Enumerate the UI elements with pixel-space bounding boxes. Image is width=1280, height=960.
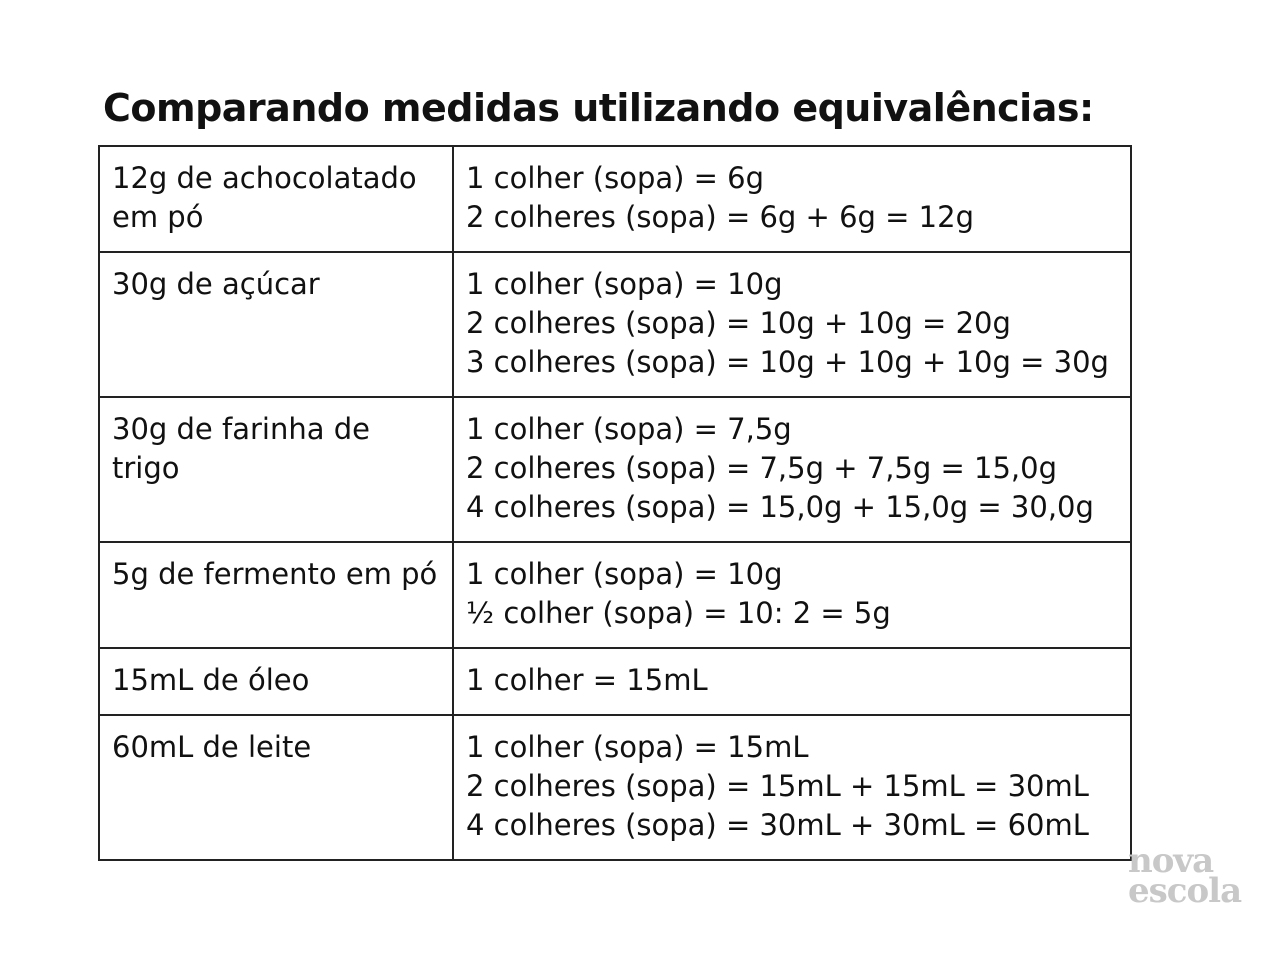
equivalence-cell bbox=[453, 542, 1131, 648]
equivalence-line: ½ colher (sopa) = 10: 2 = 5g bbox=[466, 596, 891, 630]
equivalence-line: 3 colheres (sopa) = 10g + 10g + 10g = 30g bbox=[466, 345, 1109, 379]
logo-line-1: nova bbox=[1128, 841, 1214, 881]
equivalence-line: 2 colheres (sopa) = 15mL + 15mL = 30mL bbox=[466, 769, 1089, 803]
table-row bbox=[99, 715, 1131, 860]
nova-escola-logo bbox=[1128, 841, 1242, 911]
ingredient-cell: 15mL de óleo bbox=[99, 648, 453, 715]
equivalence-cell bbox=[453, 397, 1131, 542]
measures-table bbox=[98, 145, 1132, 861]
equivalence-line: 1 colher (sopa) = 10g bbox=[466, 557, 783, 591]
table-row bbox=[99, 146, 1131, 252]
ingredient-cell: 12g de achocolatado em pó bbox=[99, 146, 453, 252]
logo-line-2: escola bbox=[1128, 871, 1242, 911]
table-row bbox=[99, 648, 1131, 715]
page-title: Comparando medidas utilizando equivalências: bbox=[103, 86, 1094, 130]
equivalence-line: 2 colheres (sopa) = 6g + 6g = 12g bbox=[466, 200, 974, 234]
equivalence-line: 1 colher (sopa) = 7,5g bbox=[466, 412, 792, 446]
equivalence-cell bbox=[453, 648, 1131, 715]
equivalence-line: 4 colheres (sopa) = 30mL + 30mL = 60mL bbox=[466, 808, 1089, 842]
ingredient-cell: 60mL de leite bbox=[99, 715, 453, 860]
equivalence-line: 1 colher (sopa) = 15mL bbox=[466, 730, 809, 764]
ingredient-cell: 30g de açúcar bbox=[99, 252, 453, 397]
equivalence-cell bbox=[453, 252, 1131, 397]
equivalence-cell bbox=[453, 715, 1131, 860]
ingredient-cell: 5g de fermento em pó bbox=[99, 542, 453, 648]
equivalence-line: 1 colher (sopa) = 6g bbox=[466, 161, 765, 195]
table-row bbox=[99, 542, 1131, 648]
table-row bbox=[99, 397, 1131, 542]
equivalence-line: 2 colheres (sopa) = 7,5g + 7,5g = 15,0g bbox=[466, 451, 1057, 485]
equivalence-line: 1 colher = 15mL bbox=[466, 663, 708, 697]
equivalence-line: 2 colheres (sopa) = 10g + 10g = 20g bbox=[466, 306, 1011, 340]
equivalence-line: 4 colheres (sopa) = 15,0g + 15,0g = 30,0g bbox=[466, 490, 1094, 524]
equivalence-line: 1 colher (sopa) = 10g bbox=[466, 267, 783, 301]
table-row bbox=[99, 252, 1131, 397]
ingredient-cell: 30g de farinha de trigo bbox=[99, 397, 453, 542]
equivalence-cell bbox=[453, 146, 1131, 252]
